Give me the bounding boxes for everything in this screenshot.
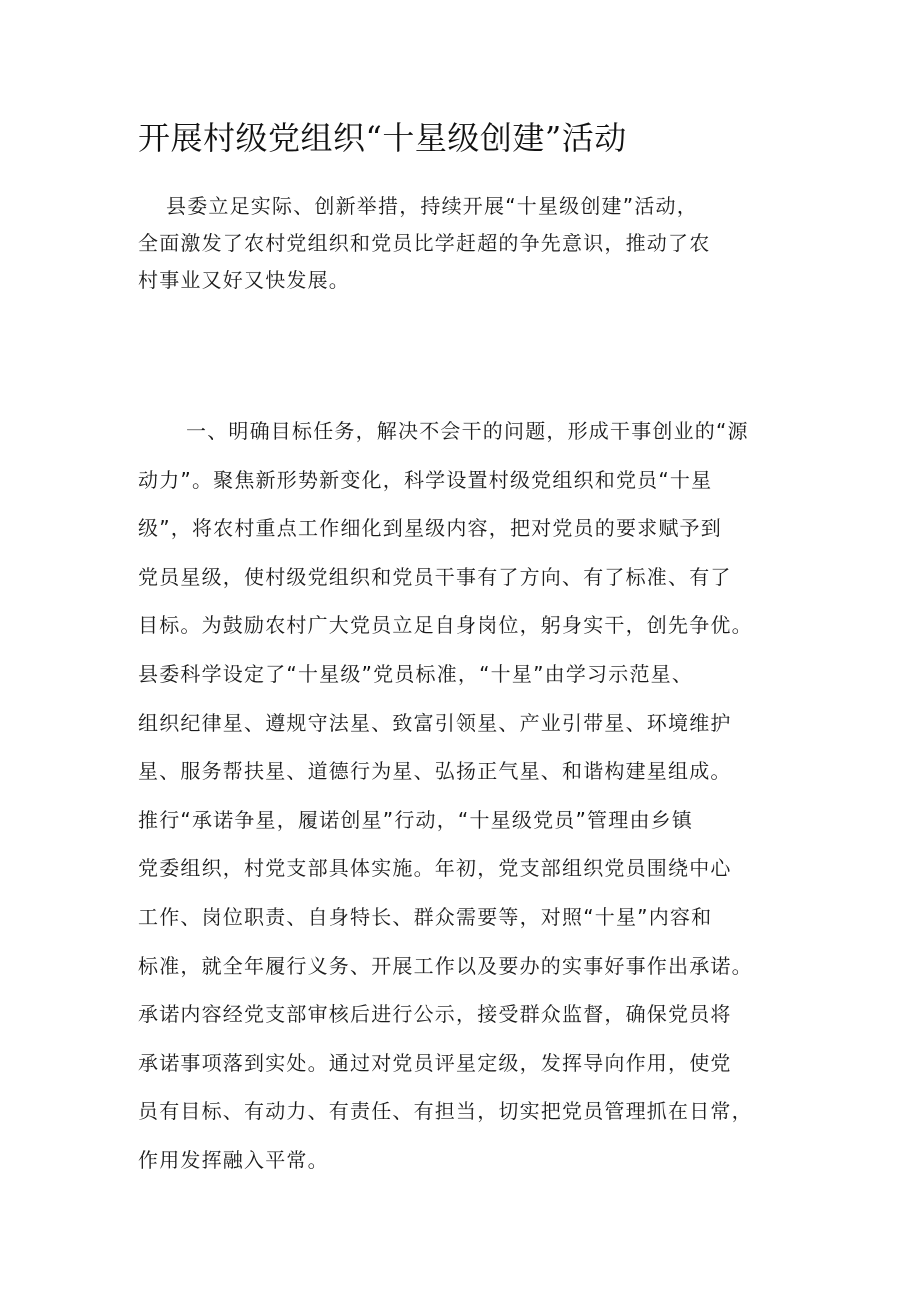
paragraph-line: 承诺事项落到实处。通过对党员评星定级，发挥导向作用，使党: [138, 1050, 732, 1075]
paragraph-line: 星、服务帮扶星、道德行为星、弘扬正气星、和谐构建星组成。: [138, 759, 732, 784]
intro-line: 村事业又好又快发展。: [138, 268, 350, 292]
paragraph-line: 工作、岗位职责、自身特长、群众需要等，对照“十星”内容和: [138, 904, 713, 929]
intro-paragraph: [138, 188, 798, 299]
paragraph-line: 作用发挥融入平常。: [138, 1147, 329, 1172]
section-1-paragraph: [138, 407, 798, 1185]
paragraph-line: 党员星级，使村级党组织和党员干事有了方向、有了标准、有了: [138, 564, 732, 589]
paragraph-line: 标准，就全年履行义务、开展工作以及要办的实事好事作出承诺。: [138, 953, 753, 978]
intro-line: 县委立足实际、创新举措，持续开展“十星级创建”活动，: [166, 194, 698, 218]
paragraph-line: 承诺内容经党支部审核后进行公示，接受群众监督，确保党员将: [138, 1002, 732, 1027]
paragraph-line: 县委科学设定了“十星级”党员标准，“十星”由学习示范星、: [138, 661, 694, 686]
paragraph-line: 推行“承诺争星，履诺创星”行动，“十星级党员”管理由乡镇: [138, 807, 694, 832]
paragraph-line: 级”，将农村重点工作细化到星级内容，把对党员的要求赋予到: [138, 516, 722, 541]
paragraph-line: 组织纪律星、遵规守法星、致富引领星、产业引带星、环境维护: [138, 710, 732, 735]
paragraph-line: 员有目标、有动力、有责任、有担当，切实把党员管理抓在日常，: [138, 1099, 753, 1124]
paragraph-line: 动力”。聚焦新形势新变化，科学设置村级党组织和党员“十星: [138, 467, 713, 492]
paragraph-line: 目标。为鼓励农村广大党员立足自身岗位，躬身实干，创先争优。: [138, 613, 753, 638]
paragraph-line: 党委组织，村党支部具体实施。年初，党支部组织党员围绕中心: [138, 856, 732, 881]
paragraph-line: 一、明确目标任务，解决不会干的问题，形成干事创业的“源: [186, 419, 749, 443]
document-title: 开展村级党组织“十星级创建”活动: [138, 119, 627, 157]
intro-line: 全面激发了农村党组织和党员比学赶超的争先意识，推动了农: [138, 231, 711, 255]
